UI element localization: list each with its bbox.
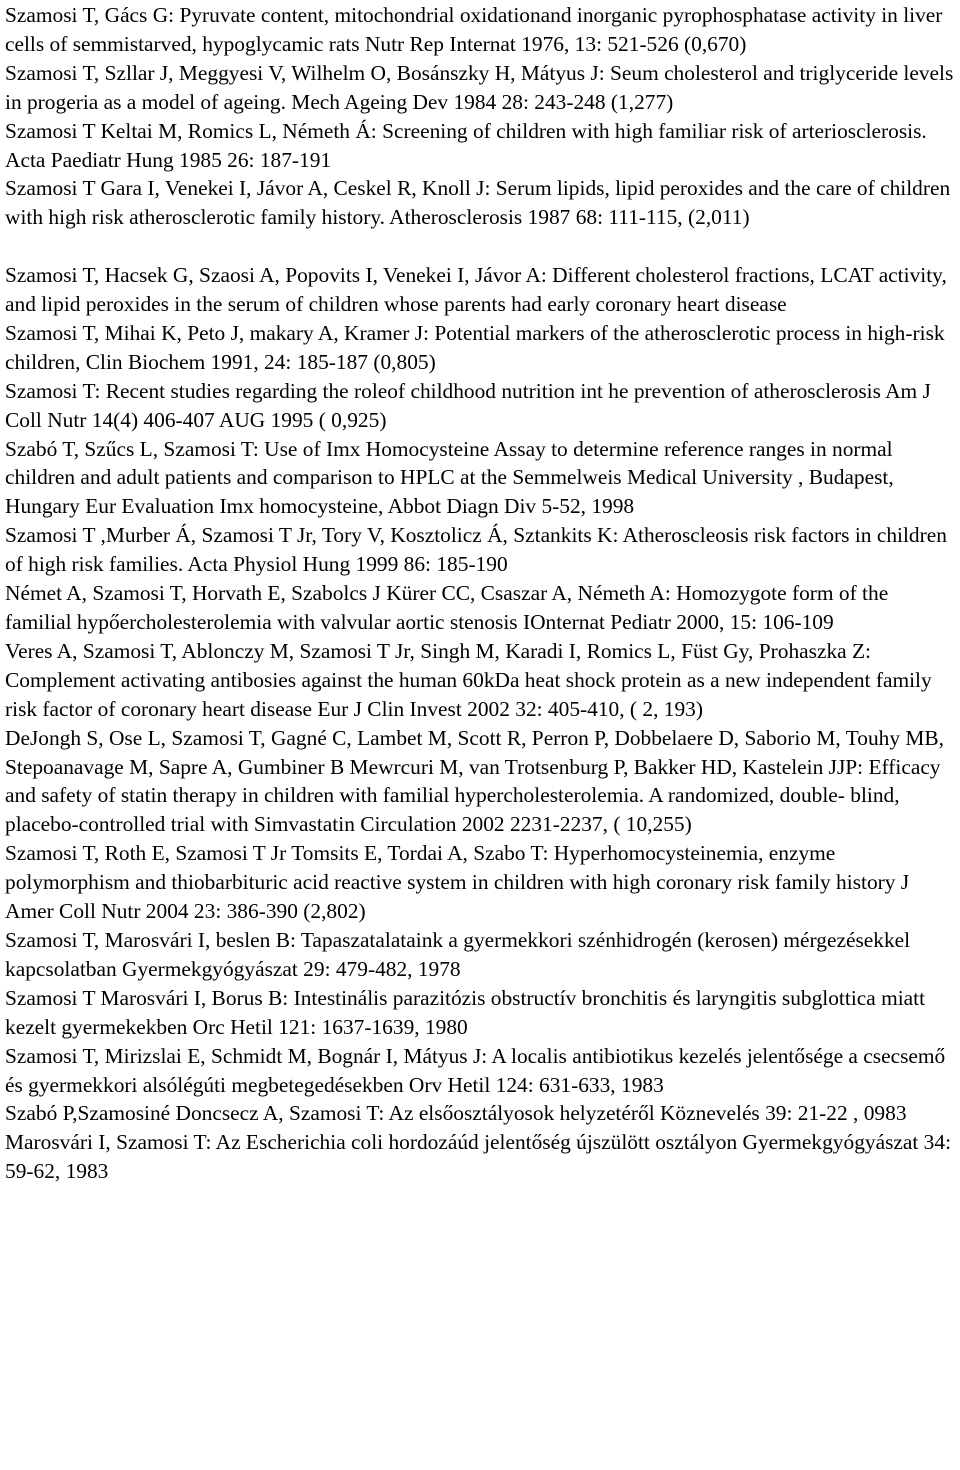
reference-entry: Szabó P,Szamosiné Doncsecz A, Szamosi T: Az elsőosztályosok helyzetéről Köznevelés 39: 21-22 , 0983 (5, 1101, 907, 1126)
reference-entry: Szamosi T Gara I, Venekei I, Jávor A, Ceskel R, Knoll J: Serum lipids, lipid peroxides and the care of children with high risk atherosclerotic family history. Atherosclerosis 1987 68: 111-115, (2,011) (5, 176, 951, 230)
reference-entry: Szamosi T, Szllar J, Meggyesi V, Wilhelm O, Bosánszky H, Mátyus J: Seum cholesterol and triglyceride levels in progeria as a model of ageing. Mech Ageing Dev 1984 28: 243-248 (1,277) (5, 60, 954, 114)
reference-entry: Szamosi T, Mihai K, Peto J, makary A, Kramer J: Potential markers of the atherosclerotic process in high-risk children, Clin Biochem 1991, 24: 185-187 (0,805) (5, 320, 945, 374)
reference-entry: Szamosi T ,Murber Á, Szamosi T Jr, Tory V, Kosztolicz Á, Sztankits K: Atheroscleosis risk factors in children of high risk families. Acta Physiol Hung 1999 86: 185-190 (5, 523, 947, 577)
reference-entry: Szamosi T: Recent studies regarding the roleof childhood nutrition int he prevention of atherosclerosis Am J Coll Nutr 14(4) 406-407 AUG 1995 ( 0,925) (5, 378, 931, 432)
reference-entry: Német A, Szamosi T, Horvath E, Szabolcs J Kürer CC, Csaszar A, Németh A: Homozygote form of the familial hypőercholesterolemia with valvular aortic stenosis IOnternat Pediatr 2000, 15: 106-109 (5, 581, 889, 635)
reference-entry: DeJongh S, Ose L, Szamosi T, Gagné C, Lambet M, Scott R, Perron P, Dobbelaere D, Saborio M, Touhy MB, Stepoanavage M, Sapre A, Gumbiner B Mewrcuri M, van Trotsenburg P, Bakker HD, Kastelein JJP: Efficacy and safety of statin therapy in children with familial hypercholesterolemia. A randomized, double- blind, placebo-controlled trial with Simvastatin Circulation 2002 2231-2237, ( 10,255) (5, 725, 945, 837)
reference-entry: Szamosi T, Gács G: Pyruvate content, mitochondrial oxidationand inorganic pyrophosphatase activity in liver cells of semmistarved, hypoglycamic rats Nutr Rep Internat 1976, 13: 521-526 (0,670) (5, 3, 943, 56)
reference-entry: Szamosi T, Mirizslai E, Schmidt M, Bognár I, Mátyus J: A localis antibiotikus kezelés jelentősége a csecsemő és gyermekkori alsólégúti megbetegedésekben Orv Hetil 124: 631-633, 1983 (5, 1043, 946, 1097)
reference-entry: Szamosi T, Roth E, Szamosi T Jr Tomsits E, Tordai A, Szabo T: Hyperhomocysteinemia, enzyme polymorphism and thiobarbituric acid reactive system in children with high coronary risk family history J Amer Coll Nutr 2004 23: 386-390 (2,802) (5, 841, 910, 924)
reference-entry: Szamosi T Marosvári I, Borus B: Intestinális parazitózis obstructív bronchitis és laryngitis subglottica miatt kezelt gyermekekben Orc Hetil 121: 1637-1639, 1980 (5, 985, 926, 1039)
reference-entry: Szamosi T, Hacsek G, Szaosi A, Popovits I, Venekei I, Jávor A: Different cholesterol fractions, LCAT activity, and lipid peroxides in the serum of children whose parents had early coronary heart disease (5, 263, 947, 317)
reference-entry: Marosvári I, Szamosi T: Az Escherichia coli hordozáúd jelentőség újszülött osztályon Gyermekgyógyászat 34: 59-62, 1983 (5, 1130, 952, 1184)
reference-entry: Szamosi T, Marosvári I, beslen B: Tapaszatalataink a gyermekkori szénhidrogén (kerosen) mérgezésekkel kapcsolatban Gyermekgyógyászat 29: 479-482, 1978 (5, 927, 911, 981)
reference-entry: Szamosi T Keltai M, Romics L, Németh Á: Screening of children with high familiar risk of arteriosclerosis. Acta Paediatr Hung 1985 26: 187-191 (5, 118, 927, 172)
reference-entry: Szabó T, Szűcs L, Szamosi T: Use of Imx Homocysteine Assay to determine reference ranges in normal children and adult patients and comparison to HPLC at the Semmelweis Medical University , Budapest, Hungary Eur Evaluation Imx homocysteine, Abbot Diagn Div 5-52, 1998 (5, 436, 894, 519)
reference-entry: Veres A, Szamosi T, Ablonczy M, Szamosi T Jr, Singh M, Karadi I, Romics L, Füst Gy, Prohaszka Z: Complement activating antibosies against the human 60kDa heat shock protein as a new independent family risk factor of coronary heart disease Eur J Clin Invest 2002 32: 405-410, ( 2, 193) (5, 638, 932, 721)
